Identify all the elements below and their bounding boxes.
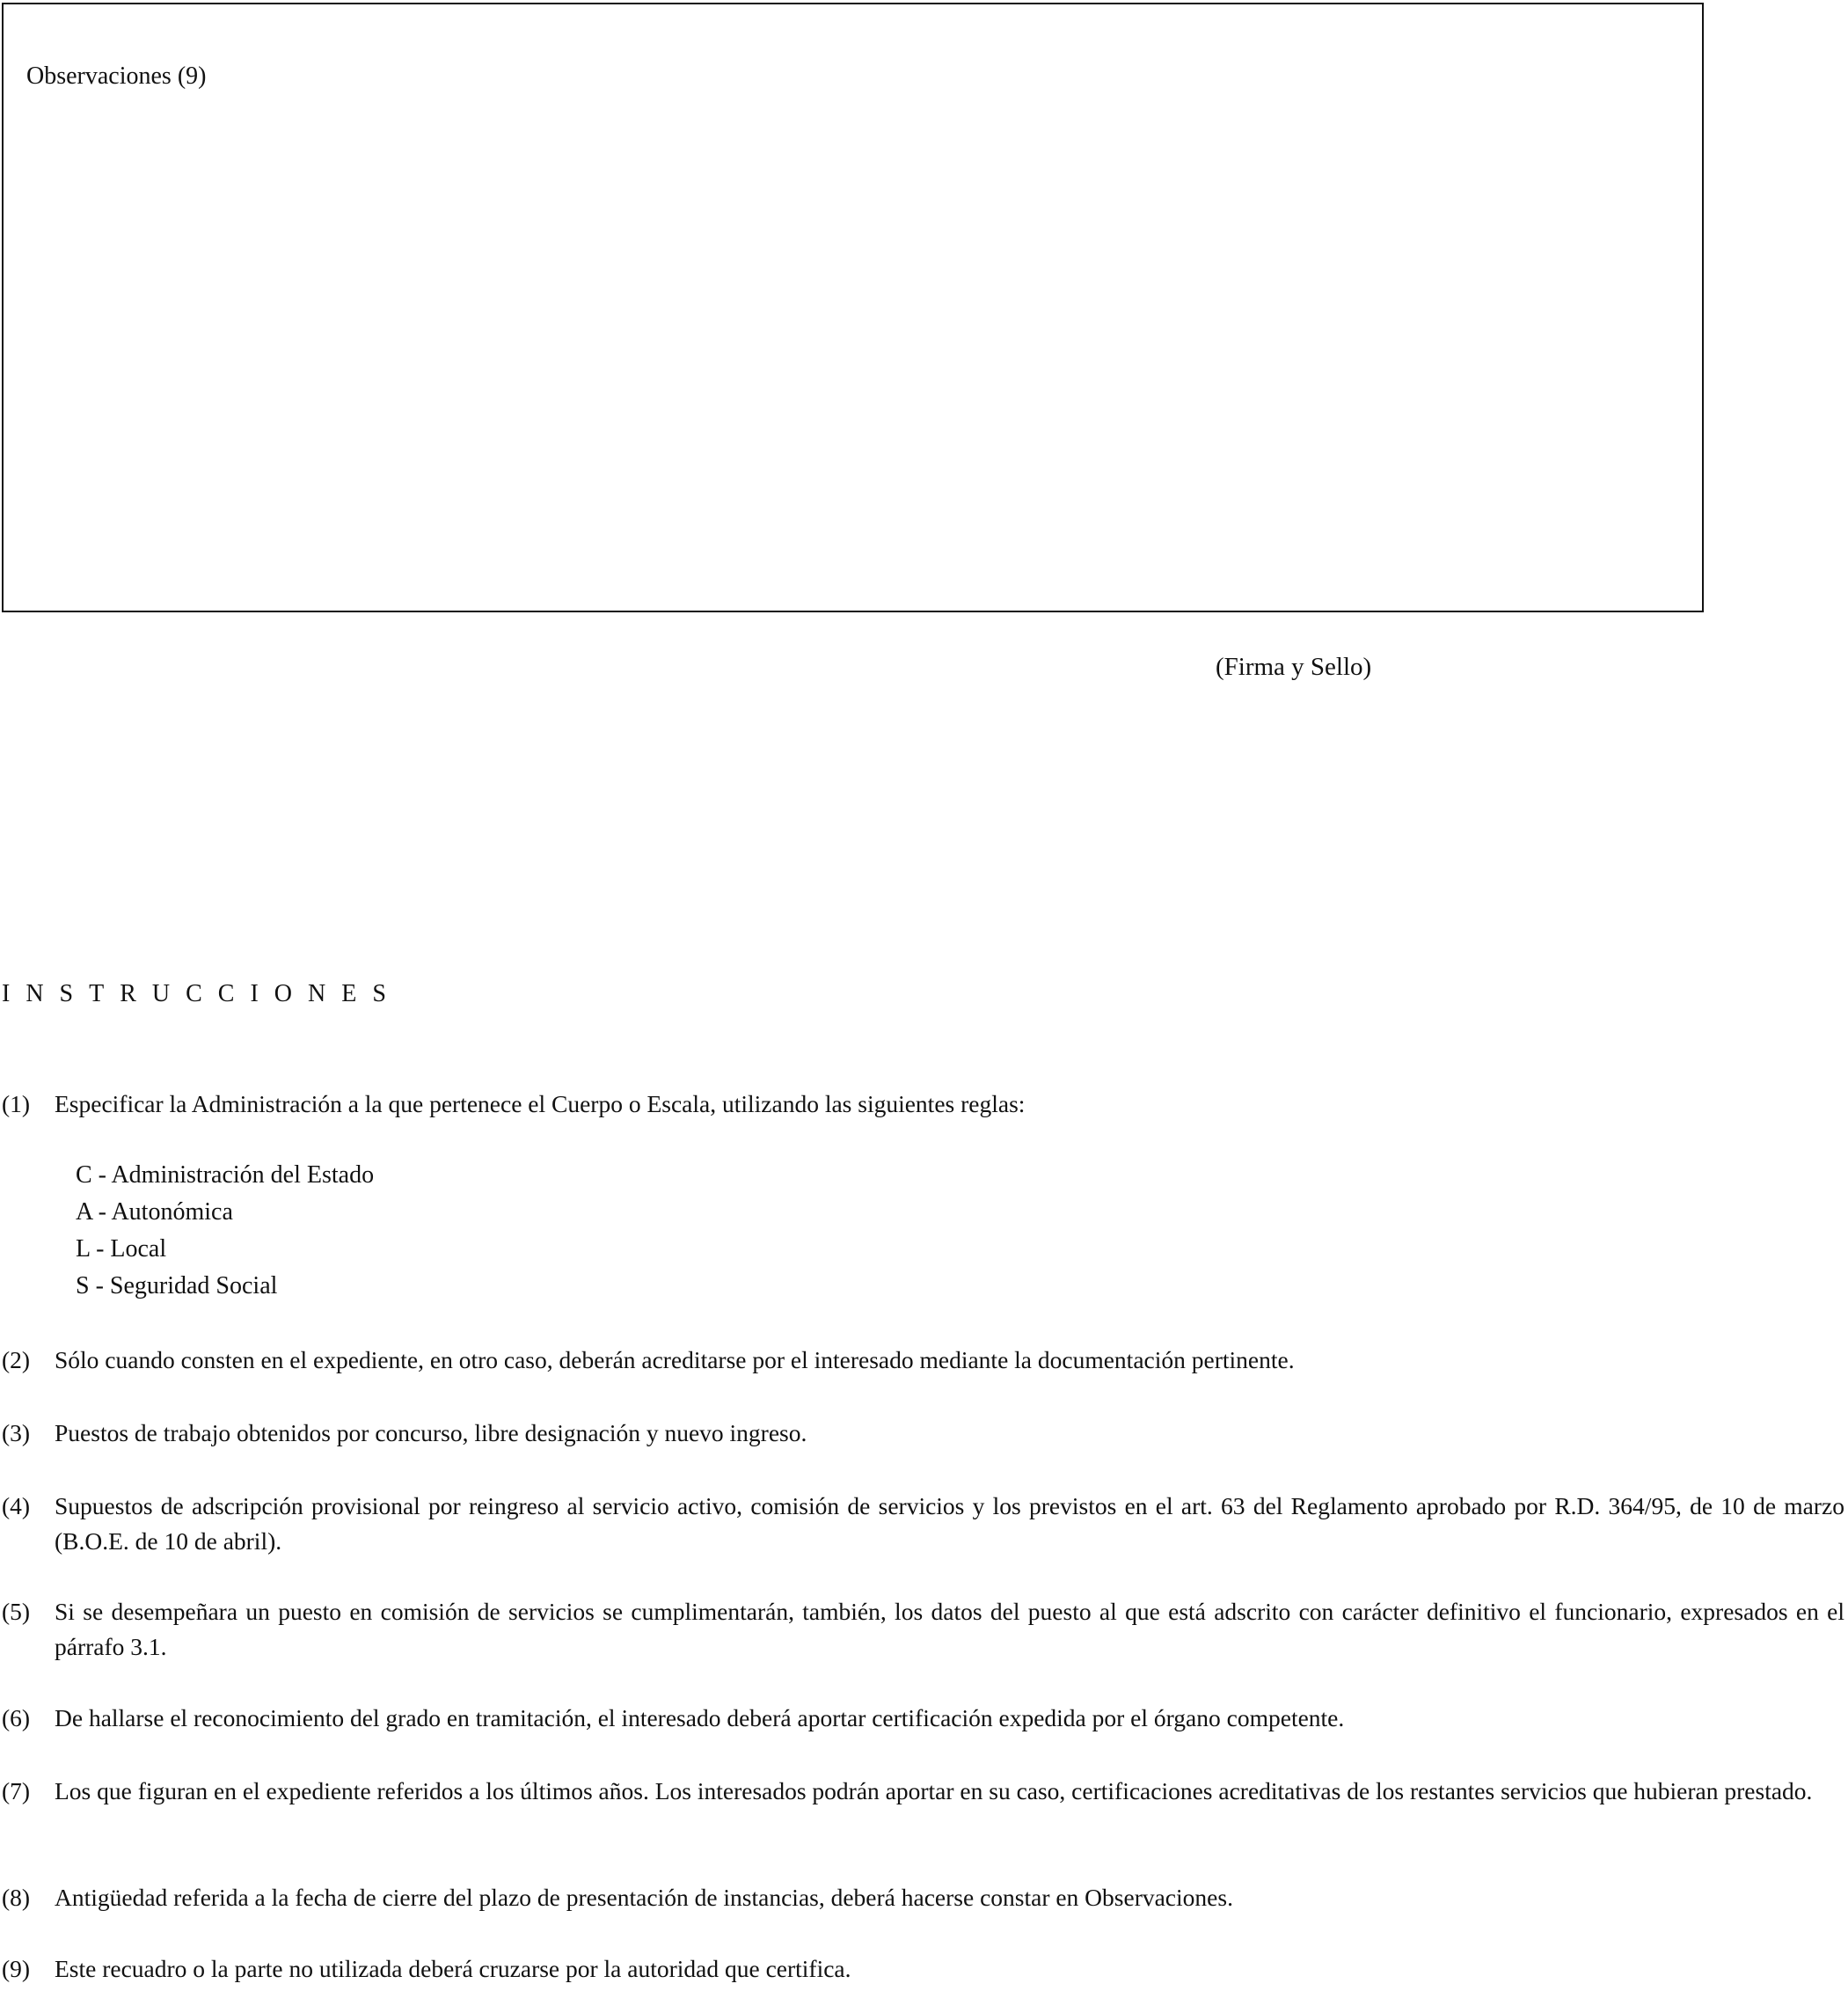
note-number: (2) <box>2 1346 31 1373</box>
note-number: (7) <box>2 1777 31 1804</box>
instruction-note-2 <box>2 1343 1844 1378</box>
observaciones-label: Observaciones (9) <box>26 62 207 90</box>
note-number: (5) <box>2 1598 31 1625</box>
instruction-note-3 <box>2 1416 1844 1451</box>
note-number: (4) <box>2 1492 31 1519</box>
instruction-note-9 <box>2 1951 1844 1987</box>
instruction-note-8 <box>2 1880 1844 1915</box>
instruction-note-1 <box>2 1087 1844 1122</box>
note-text: De hallarse el reconocimiento del grado en tramitación, el interesado deberá aportar certificación expedida por el órgano competente. <box>55 1704 1345 1731</box>
note-text: Este recuadro o la parte no utilizada deberá cruzarse por la autoridad que certifica. <box>55 1955 851 1982</box>
administration-rules-list <box>76 1157 374 1305</box>
note-text: Sólo cuando consten en el expediente, en otro caso, deberán acreditarse por el interesado mediante la documentación pertinente. <box>55 1346 1295 1373</box>
note-text: Antigüedad referida a la fecha de cierre del plazo de presentación de instancias, deberá hacerse constar en Observaciones. <box>55 1884 1233 1911</box>
instrucciones-title: INSTRUCCIONES <box>2 980 402 1007</box>
rule-item: L - Local <box>76 1235 167 1263</box>
note-number: (9) <box>2 1955 31 1982</box>
note-text: Puestos de trabajo obtenidos por concurso, libre designación y nuevo ingreso. <box>55 1419 807 1446</box>
note-number: (1) <box>2 1090 31 1117</box>
note-number: (3) <box>2 1419 31 1446</box>
instruction-note-6 <box>2 1701 1844 1736</box>
note-number: (6) <box>2 1704 31 1731</box>
firma-y-sello-label: (Firma y Sello) <box>1216 653 1372 681</box>
instruction-note-7 <box>2 1774 1844 1809</box>
note-text: Los que figuran en el expediente referidos a los últimos años. Los interesados podrán aportar en su caso, certificaciones acreditativas de los restantes servicios que hubieran prestado. <box>55 1777 1813 1804</box>
rule-item: C - Administración del Estado <box>76 1161 375 1189</box>
note-number: (8) <box>2 1884 31 1911</box>
observaciones-box <box>2 3 1704 612</box>
rule-item: A - Autonómica <box>76 1198 233 1226</box>
note-text: Si se desempeñara un puesto en comisión de servicios se cumplimentarán, también, los datos del puesto al que está adscrito con carácter definitivo el funcionario, expresados en el párrafo 3.1. <box>55 1598 1844 1660</box>
note-text: Supuestos de adscripción provisional por reingreso al servicio activo, comisión de servicios y los previstos en el art. 63 del Reglamento aprobado por R.D. 364/95, de 10 de marzo (B.O.E. de 10 de abril). <box>55 1492 1844 1555</box>
instruction-note-5 <box>2 1594 1844 1665</box>
instruction-note-4 <box>2 1489 1844 1559</box>
note-text: Especificar la Administración a la que pertenece el Cuerpo o Escala, utilizando las siguientes reglas: <box>55 1090 1026 1117</box>
rule-item: S - Seguridad Social <box>76 1272 278 1299</box>
